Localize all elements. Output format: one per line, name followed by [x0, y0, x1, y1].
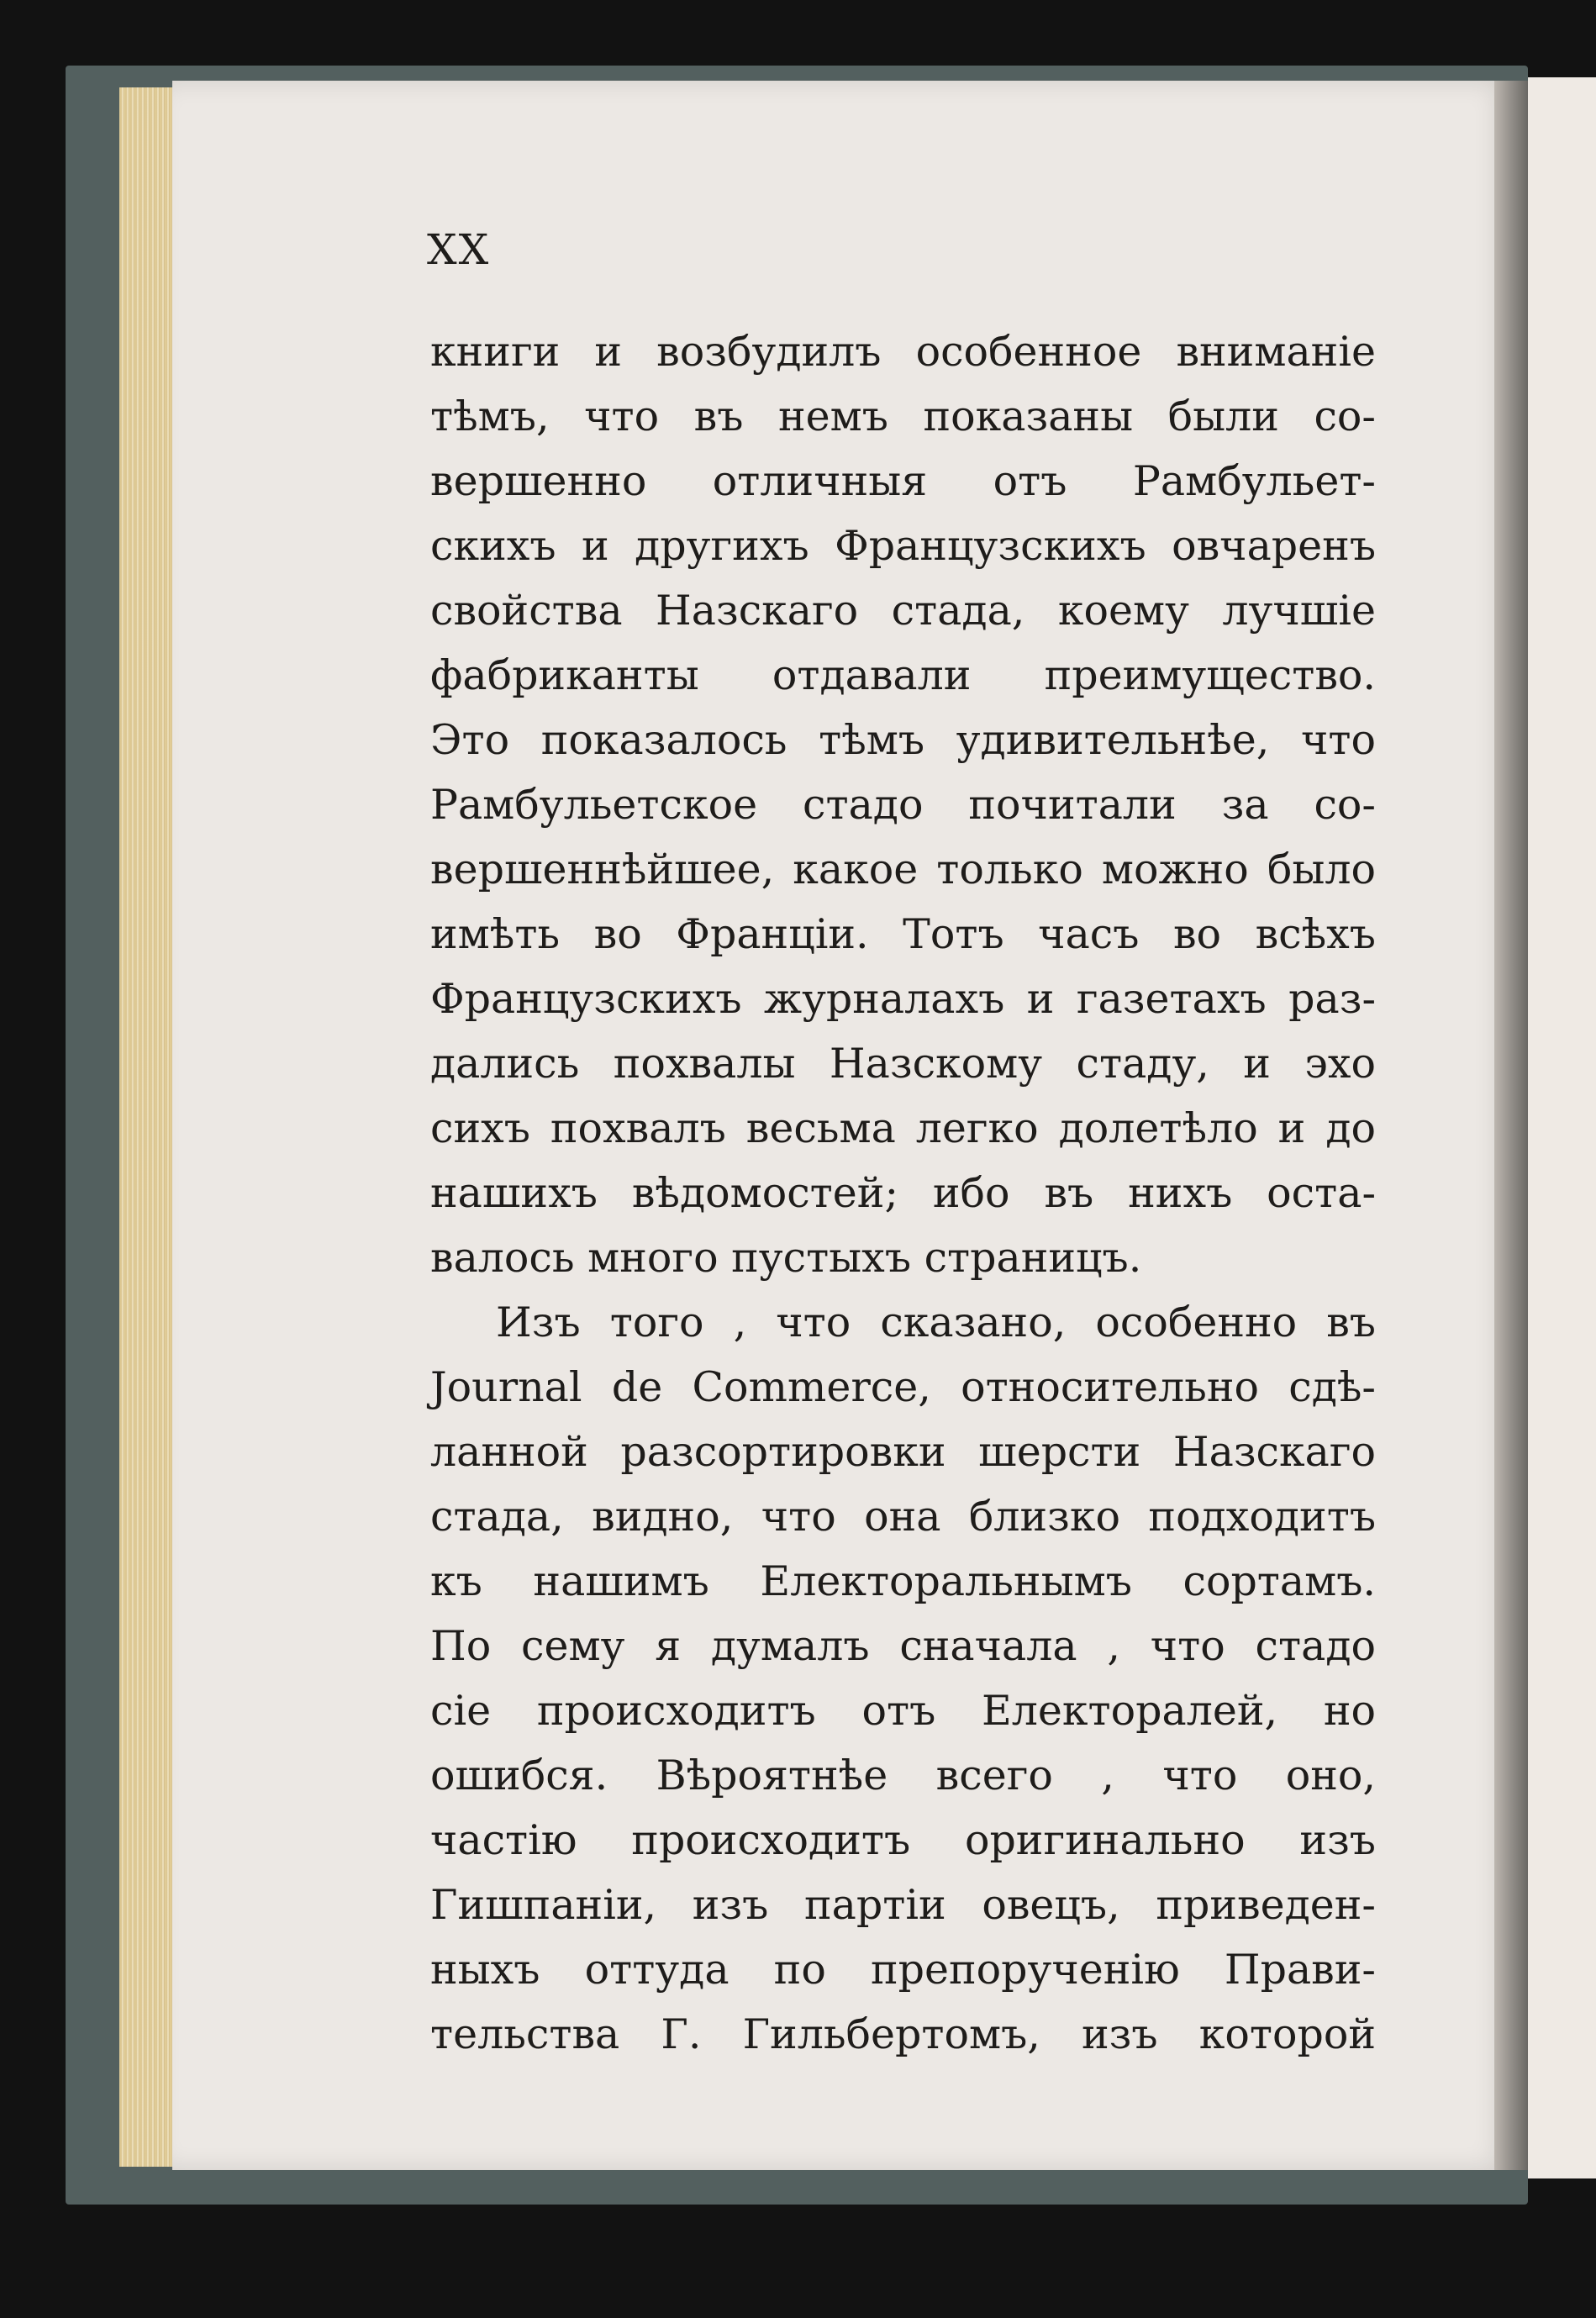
text-line: ошибся. Вѣроятнѣе всего , что оно, [430, 1752, 1376, 1799]
page-text [430, 319, 1376, 2067]
text-line: Французскихъ журналахъ и газетахъ раз- [430, 975, 1376, 1023]
text-line: дались похвалы Назскому стаду, и эхо [430, 1040, 1376, 1088]
text-line: къ нашимъ Електоральнымъ сортамъ. [430, 1557, 1376, 1605]
paragraph-first-line: Изъ того , что сказано, особенно въ [496, 1299, 1376, 1346]
text-line: ланной разсортировки шерсти Назскаго [430, 1428, 1376, 1476]
text-line: фабриканты отдавали преимущество. [430, 651, 1376, 699]
text-line: По сему я думалъ сначала , что стадо [430, 1622, 1376, 1670]
text-line: валось много пустыхъ страницъ. [430, 1234, 1142, 1282]
text-line: свойства Назскаго стада, коему лучшіе [430, 587, 1376, 635]
text-line: имѣть во Франціи. Тотъ часъ во всѣхъ [430, 910, 1376, 958]
text-line: вершеннѣйшее, какое только можно было [430, 846, 1376, 893]
text-line: Гишпаніи, изъ партіи овецъ, приведен- [430, 1881, 1376, 1929]
text-line: нашихъ вѣдомостей; ибо въ нихъ оста- [430, 1169, 1376, 1217]
text-line: сіе происходитъ отъ Електоралей, но [430, 1687, 1376, 1735]
text-line: скихъ и другихъ Французскихъ овчаренъ [430, 522, 1376, 570]
text-line: Journal de Commerce, относительно сдѣ- [430, 1363, 1376, 1411]
text-line: стада, видно, что она близко подходитъ [430, 1493, 1376, 1541]
text-line: тѣмъ, что въ немъ показаны были со- [430, 392, 1376, 440]
text-line: книги и возбудилъ особенное вниманіе [430, 328, 1376, 376]
page-edges [119, 87, 180, 2167]
text-line: вершенно отличныя отъ Рамбульет- [430, 457, 1376, 505]
text-line: тельства Г. Гильбертомъ, изъ которой [430, 2010, 1376, 2058]
text-line: сихъ похвалъ весьма легко долетѣло и до [430, 1104, 1376, 1152]
facing-page-edge [1528, 77, 1596, 2178]
text-line: Это показалось тѣмъ удивительнѣе, что [430, 716, 1376, 764]
text-line: ныхъ оттуда по препорученію Прави- [430, 1946, 1376, 1994]
page-number: XX [427, 225, 491, 274]
text-line: Рамбульетское стадо почитали за со- [430, 781, 1376, 829]
book-gutter [1494, 81, 1528, 2170]
text-line: частію происходитъ оригинально изъ [430, 1816, 1376, 1864]
